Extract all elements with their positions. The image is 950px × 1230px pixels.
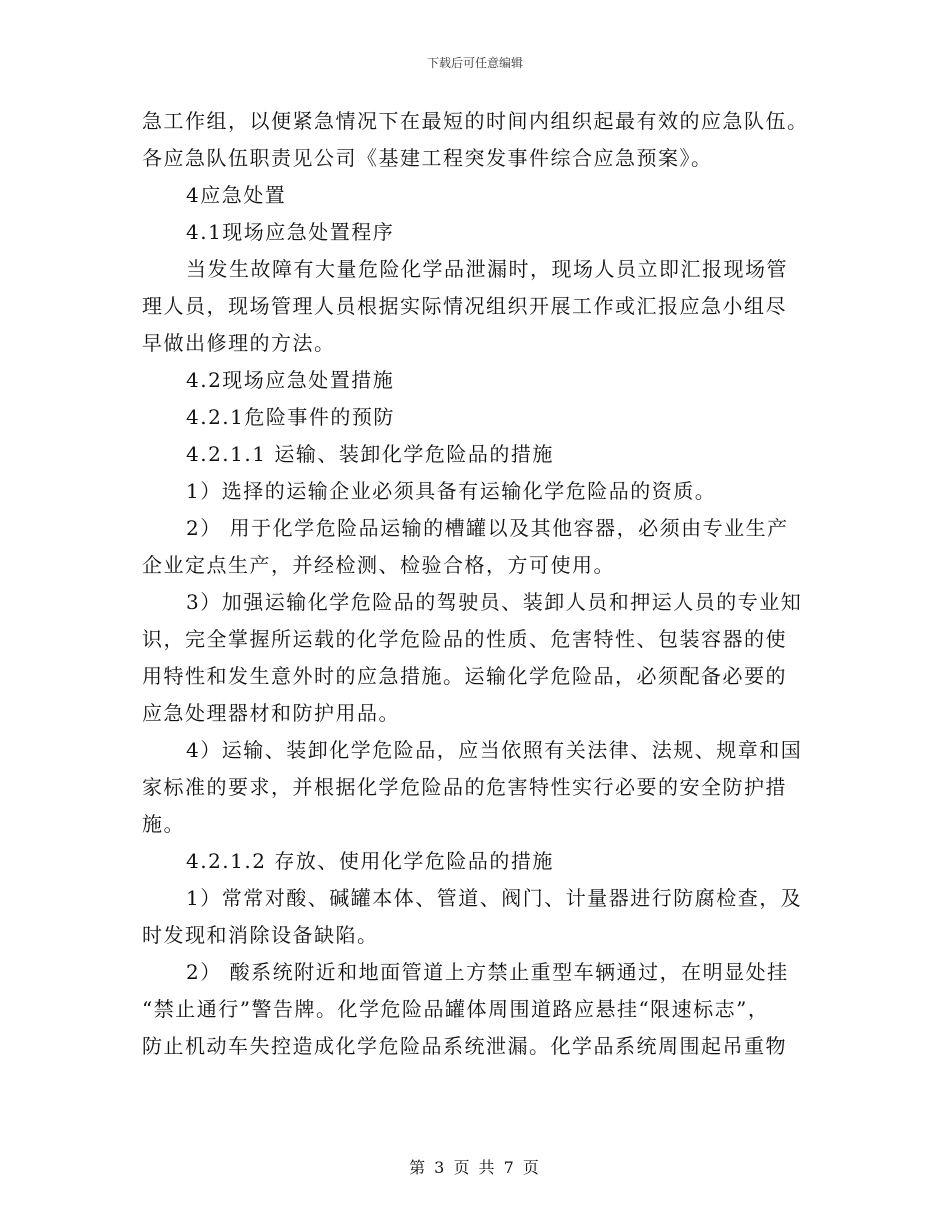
section-heading: 4.1现场应急处置程序 bbox=[186, 220, 395, 244]
document-body bbox=[142, 103, 812, 1065]
text-line: 当发生故障有大量危险化学品泄漏时，现场人员立即汇报现场管 bbox=[186, 257, 788, 281]
text-line: 识，完全掌握所运载的化学危险品的性质、危害特性、包装容器的使 bbox=[142, 627, 787, 651]
section-heading: 4.2.1危险事件的预防 bbox=[186, 405, 395, 429]
text-line: 3）加强运输化学危险品的驾驶员、装卸人员和押运人员的专业知 bbox=[186, 590, 803, 614]
text-line: 1）选择的运输企业必须具备有运输化学危险品的资质。 bbox=[186, 479, 717, 503]
text-line: 应急处理器材和防护用品。 bbox=[142, 701, 400, 725]
text-line: 理人员，现场管理人员根据实际情况组织开展工作或汇报应急小组尽 bbox=[142, 294, 787, 318]
section-heading: 4应急处置 bbox=[186, 183, 287, 207]
text-line: 企业定点生产，并经检测、检验合格，方可使用。 bbox=[142, 553, 615, 577]
text-line: 4）运输、装卸化学危险品，应当依照有关法律、法规、规章和国 bbox=[186, 738, 803, 762]
text-line: 各应急队伍职责见公司《基建工程突发事件综合应急预案》。 bbox=[142, 146, 713, 170]
text-line: 2） 用于化学危险品运输的槽罐以及其他容器，必须由专业生产 bbox=[186, 516, 789, 540]
text-line: 施。 bbox=[142, 812, 185, 836]
text-line: 用特性和发生意外时的应急措施。运输化学危险品，必须配备必要的 bbox=[142, 664, 787, 688]
text-line: 2） 酸系统附近和地面管道上方禁止重型车辆通过，在明显处挂 bbox=[186, 960, 789, 984]
text-line: 急工作组，以便紧急情况下在最短的时间内组织起最有效的应急队伍。 bbox=[142, 109, 809, 133]
text-line: “禁止通行”警告牌。化学危险品罐体周围道路应悬挂“限速标志”， bbox=[142, 997, 770, 1021]
text-line: 早做出修理的方法。 bbox=[142, 331, 336, 355]
section-heading: 4.2.1.2 存放、使用化学危险品的措施 bbox=[186, 849, 554, 873]
page-header: 下载后可任意编辑 bbox=[426, 56, 523, 70]
section-heading: 4.2现场应急处置措施 bbox=[186, 368, 395, 392]
text-line: 1）常常对酸、碱罐本体、管道、阀门、计量器进行防腐检查，及 bbox=[186, 886, 803, 910]
section-heading: 4.2.1.1 运输、装卸化学危险品的措施 bbox=[186, 442, 554, 466]
page-number-footer: 第 3 页 共 7 页 bbox=[409, 1158, 541, 1177]
text-line: 防止机动车失控造成化学危险品系统泄漏。化学品系统周围起吊重物 bbox=[142, 1034, 787, 1058]
text-line: 时发现和消除设备缺陷。 bbox=[142, 923, 379, 947]
text-line: 家标准的要求，并根据化学危险品的危害特性实行必要的安全防护措 bbox=[142, 775, 787, 799]
